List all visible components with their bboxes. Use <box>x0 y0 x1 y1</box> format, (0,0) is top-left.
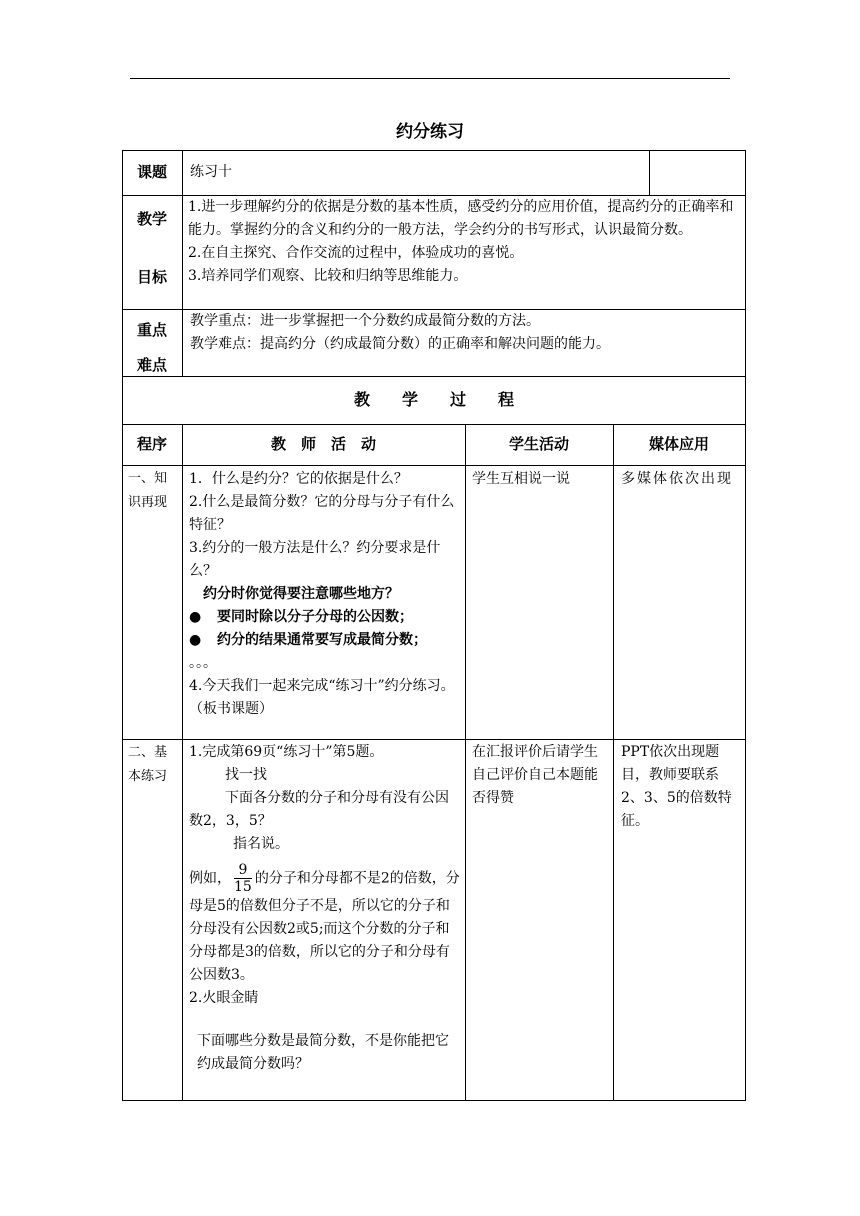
key-difficulty: 教学难点：提高约分（约成最简分数）的正确率和解决问题的能力。 <box>190 336 610 352</box>
question-2: 2.什么是最简分数？它的分母与分子有什么特征？ <box>189 494 455 533</box>
keypoints-label-top: 重点 <box>136 321 167 339</box>
row1-student: 学生互相说一说 <box>472 471 570 487</box>
objectives-content <box>188 196 742 288</box>
exercise-1: 1.完成第69页“练习十”第5题。 <box>189 744 384 760</box>
objectives-label-top: 教学 <box>136 210 167 228</box>
question-1: 1．什么是约分？它的依据是什么？ <box>189 471 408 487</box>
topic-value: 练习十 <box>190 164 232 180</box>
row2-media: PPT依次出现题目，教师要联系2、3、5的倍数特征。 <box>621 744 732 829</box>
row1-step: 一、知识再现 <box>128 471 168 510</box>
row2-step: 二、基本练习 <box>128 745 168 784</box>
find-text: 找一找 <box>225 767 267 783</box>
objectives-label-bottom: 目标 <box>136 268 167 286</box>
objective-item: 2.在自主探究、合作交流的过程中，体验成功的喜悦。 <box>188 245 524 261</box>
fraction: $\frac{9}{15}$ <box>234 862 252 895</box>
col-header-teacher: 教 师 活 动 <box>270 435 376 453</box>
bullet-item: ● 约分的结果通常要写成最简分数； <box>189 629 461 652</box>
key-focus: 教学重点：进一步掌握把一个分数约成最简分数的方法。 <box>190 313 540 329</box>
bullet-item: ● 要同时除以分子分母的公因数； <box>189 606 461 629</box>
document-title: 约分练习 <box>396 122 464 142</box>
keypoints-content <box>190 310 742 356</box>
keypoints-label-bottom: 难点 <box>136 356 167 374</box>
attention-prompt: 约分时你觉得要注意哪些地方？ <box>203 586 399 602</box>
exercise-2: 2.火眼金睛 <box>189 990 259 1006</box>
col-header-media: 媒体应用 <box>648 435 709 453</box>
row2-student: 在汇报评价后请学生自己评价自己本题能否得赞 <box>472 744 598 806</box>
example-paragraph: 例如， $\frac{9}{15}$ 的分子和分母都不是2的倍数，分母是5的倍数但分子不是，所以它的分子和分母没有公因数2或5;而这个分数的分子和分母都是3的倍数，所以它的分子和分母有公因数3。 <box>189 862 460 983</box>
bullet-icon: ● <box>189 609 202 625</box>
topic-label: 课题 <box>136 163 167 181</box>
objective-item: 1.进一步理解约分的依据是分数的基本性质，感受约分的应用价值，提高约分的正确率和能力。掌握约分的含义和约分的一般方法，学会约分的书写形式，认识最简分数。 <box>188 199 734 238</box>
exercise-2-desc: 下面哪些分数是最简分数，不是你能把它约成最简分数吗？ <box>197 1033 449 1072</box>
col-header-student: 学生活动 <box>508 435 569 453</box>
exercise-1-desc: 下面各分数的分子和分母有没有公因数2，3，5？ <box>189 790 449 829</box>
header-rule <box>130 78 730 79</box>
question-4: 4.今天我们一起来完成“练习十”约分练习。（板书课题） <box>189 678 455 717</box>
row2-teacher <box>189 741 461 1076</box>
objective-item: 3.培养同学们观察、比较和归纳等思维能力。 <box>188 268 468 284</box>
process-header: 教 学 过 程 <box>353 390 514 409</box>
ellipsis-text: 。。。 <box>189 655 217 671</box>
call-on-text: 指名说。 <box>233 836 289 852</box>
bullet-icon: ● <box>189 632 202 648</box>
col-header-step: 程序 <box>136 435 167 453</box>
row1-media: 多媒体依次出现 <box>621 471 733 487</box>
row1-teacher <box>189 468 461 721</box>
question-3: 3.约分的一般方法是什么？约分要求是什么？ <box>189 540 441 579</box>
